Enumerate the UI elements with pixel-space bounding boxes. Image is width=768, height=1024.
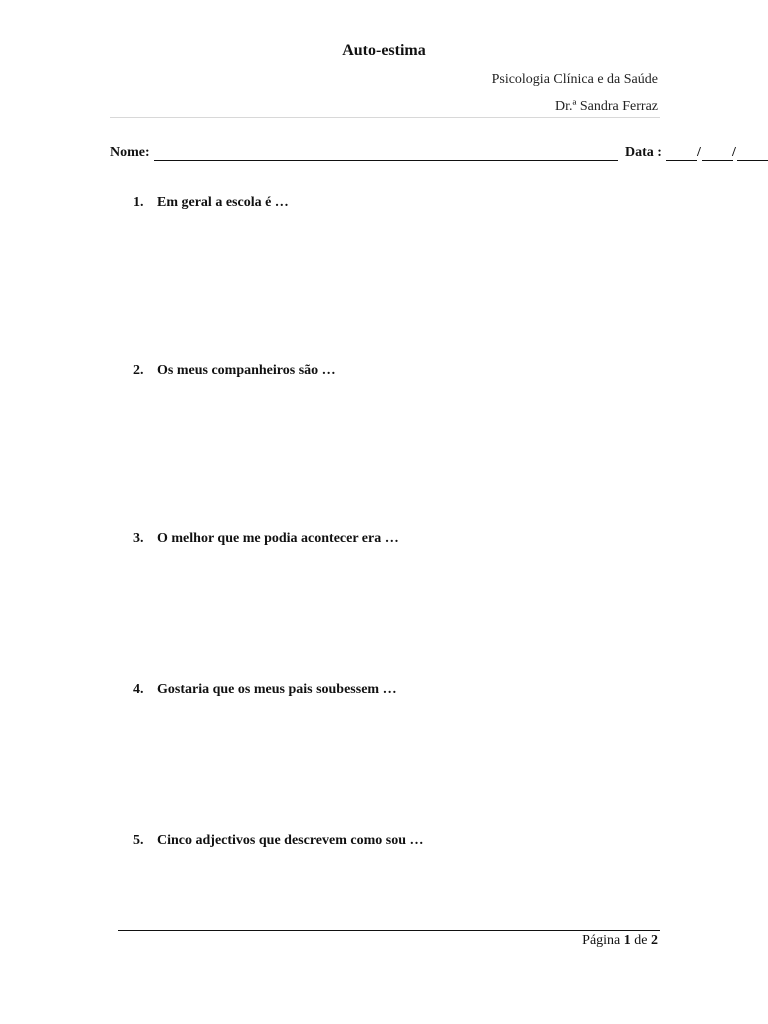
- page-number: [582, 933, 658, 949]
- date-year-field[interactable]: [737, 160, 768, 161]
- question-number: 5.: [133, 833, 144, 848]
- current-page: 1: [623, 933, 631, 948]
- date-separator: /: [732, 145, 736, 160]
- date-month-field[interactable]: [702, 160, 733, 161]
- footer-divider: [118, 930, 660, 931]
- name-label: Nome:: [110, 145, 150, 160]
- header-subtitle: Psicologia Clínica e da Saúde: [491, 72, 658, 87]
- question-item: [133, 363, 336, 379]
- question-text: Gostaria que os meus pais soubessem …: [157, 682, 397, 697]
- question-item: [133, 195, 289, 211]
- question-item: [133, 682, 397, 698]
- name-field-line[interactable]: [154, 160, 618, 161]
- of-word: de: [634, 933, 648, 948]
- question-number: 4.: [133, 682, 144, 697]
- date-label: Data :: [625, 145, 662, 160]
- question-text: Cinco adjectivos que descrevem como sou …: [157, 833, 424, 848]
- question-text: O melhor que me podia acontecer era …: [157, 531, 399, 546]
- header-author: Dr.ª Sandra Ferraz: [555, 99, 658, 114]
- date-separator: /: [697, 145, 701, 160]
- document-title: Auto-estima: [342, 42, 426, 59]
- question-number: 2.: [133, 363, 144, 378]
- question-number: 3.: [133, 531, 144, 546]
- question-item: [133, 833, 424, 849]
- header-divider: [110, 117, 660, 118]
- question-text: Em geral a escola é …: [157, 195, 289, 210]
- question-text: Os meus companheiros são …: [157, 363, 336, 378]
- page-word: Página: [582, 933, 621, 948]
- total-pages: 2: [651, 933, 658, 948]
- date-day-field[interactable]: [666, 160, 697, 161]
- question-number: 1.: [133, 195, 144, 210]
- question-item: [133, 531, 399, 547]
